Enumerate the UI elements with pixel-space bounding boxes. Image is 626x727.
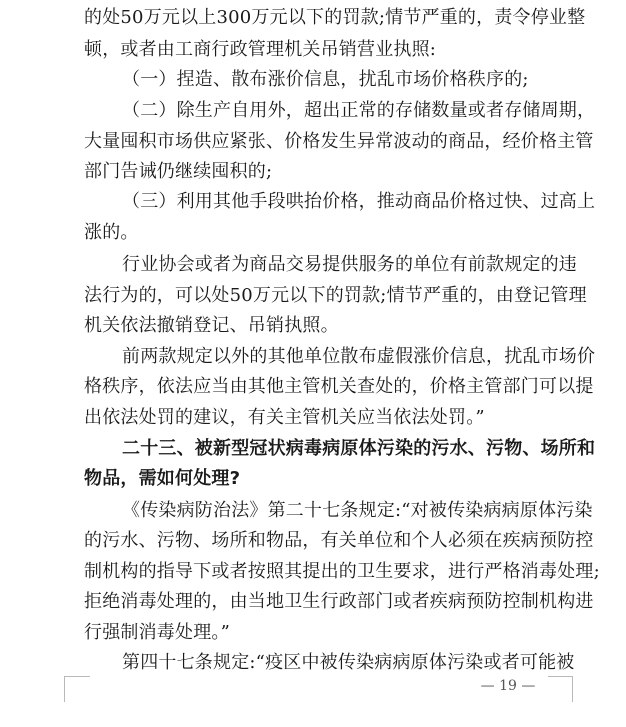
text-line: （二）除生产自用外，超出正常的存储数量或者存储周期，: [122, 100, 596, 121]
crop-mark: [548, 676, 573, 677]
text-line: 法行为的，可以处50万元以下的罚款;情节严重的，由登记管理: [84, 285, 587, 306]
text-line: （一）捏造、散布涨价信息，扰乱市场价格秩序的;: [122, 69, 529, 90]
crop-mark: [64, 676, 90, 677]
text-line: 大量囤积市场供应紧张、价格发生异常波动的商品，经价格主管: [84, 131, 594, 152]
text-line: 拒绝消毒处理的，由当地卫生行政部门或者疾病预防控制机构进: [84, 591, 594, 612]
text-line: 第四十七条规定:“疫区中被传染病病原体污染或者可能被: [122, 652, 575, 673]
section-heading: 物品，需如何处理?: [84, 468, 241, 489]
text-line: 前两款规定以外的其他单位散布虚假涨价信息，扰乱市场价: [122, 346, 596, 367]
page-number: — 19 —: [480, 678, 536, 694]
text-line: 的处50万元以上300万元以下的罚款;情节严重的，责令停业整: [84, 7, 586, 28]
text-line: 部门告诫仍继续囤积的;: [84, 161, 273, 182]
text-line: 的污水、污物、场所和物品，有关单位和个人必须在疾病预防控: [84, 530, 594, 551]
text-line: 《传染病防治法》第二十七条规定:“对被传染病病原体污染: [122, 500, 593, 521]
text-line: 格秩序，依法应当由其他主管机关查处的，价格主管部门可以提: [84, 376, 594, 397]
text-line: 制机构的指导下或者按照其提出的卫生要求，进行严格消毒处理;: [84, 561, 600, 582]
text-line: 涨的。: [84, 222, 139, 243]
text-line: 出依法处罚的建议，有关主管机关应当依法处罚。”: [84, 407, 485, 428]
text-line: 行业协会或者为商品交易提供服务的单位有前款规定的违: [122, 254, 577, 275]
text-line: 行强制消毒处理。”: [84, 622, 231, 643]
crop-mark: [572, 676, 573, 702]
text-line: 机关依法撤销登记、吊销执照。: [84, 315, 339, 336]
section-heading: 二十三、被新型冠状病毒病原体污染的污水、污物、场所和: [122, 438, 596, 459]
text-line: （三）利用其他手段哄抬价格，推动商品价格过快、过高上: [122, 191, 596, 212]
text-line: 顿，或者由工商行政管理机关吊销营业执照:: [84, 39, 437, 60]
crop-mark: [64, 676, 65, 702]
